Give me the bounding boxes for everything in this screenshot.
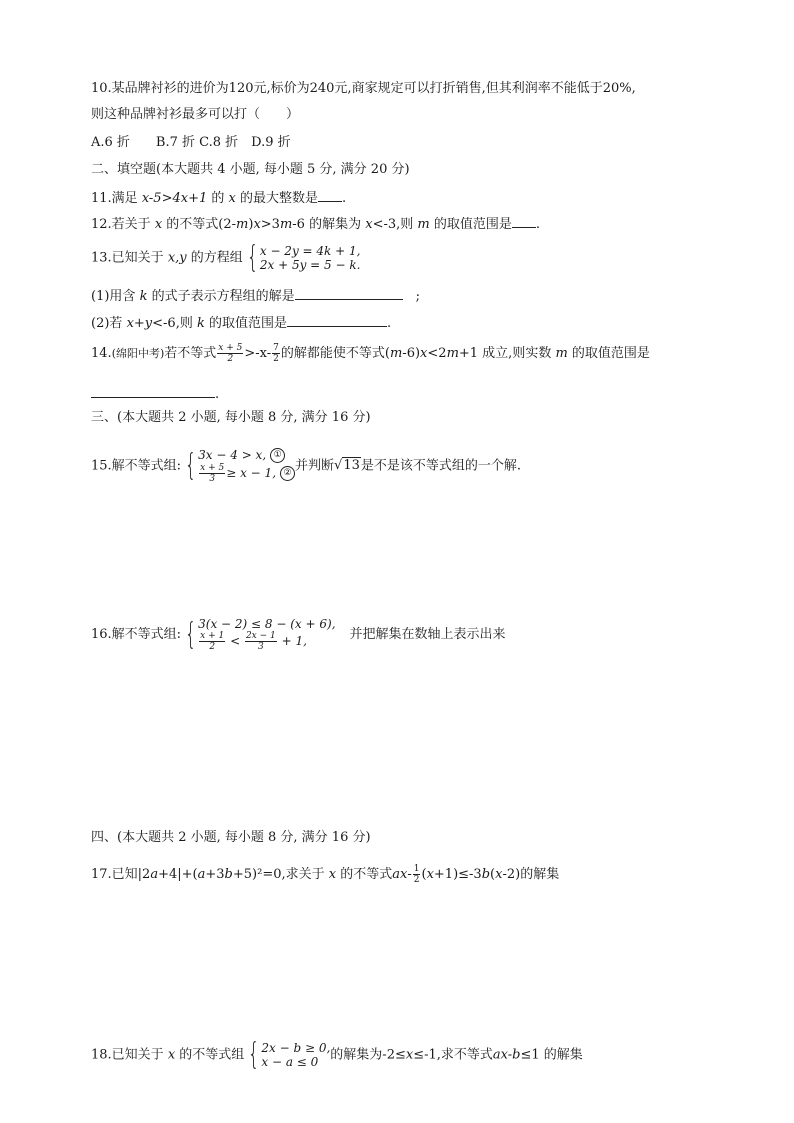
section-2-title: 二、填空题(本大题共 4 小题, 每小题 5 分, 满分 20 分) — [91, 162, 410, 177]
question-14: 14.(绵阳中考)若不等式 $\frac{x + 5}{2}$ >-x- $\frac{7}{2}$ 的解都能使不等式(m-6)x<2m+1 成立,则实数 m 的取值范围是 — [91, 343, 650, 364]
question-15: 15.解不等式组: { 3x − 4 > x, ① $\frac{x + 5}{3}$ ≥ x − 1, ② 并判断√13是不是该不等式组的一个解. — [91, 448, 522, 484]
square-root: √13 — [334, 458, 360, 473]
question-14-blank: . — [91, 384, 219, 404]
fraction: $\frac{1}{2}$ — [413, 864, 420, 885]
answer-blank — [512, 214, 536, 228]
question-12: 12.若关于 x 的不等式(2-m)x>3m-6 的解集为 x<-3,则 m 的取值范围是 . — [91, 214, 540, 234]
question-17: 17.已知|2a+4|+(a+3b+5)²=0,求关于 x 的不等式ax- $\frac{1}{2}$ (x+1)≤-3b(x-2)的解集 — [91, 864, 560, 885]
fraction: $\frac{7}{2}$ — [273, 343, 279, 364]
question-13: 13.已知关于 x,y 的方程组 { x − 2y = 4k + 1, 2x + 5y = 5 − k. — [91, 240, 361, 275]
answer-blank — [295, 286, 403, 300]
fraction: $\frac{x + 5}{2}$ — [218, 343, 243, 364]
question-16: 16.解不等式组: { 3(x − 2) ≤ 8 − (x + 6), $\frac{x + 1}{2}$ < $\frac{2x - 1}{3}$ + 1, 并把解集在数轴上表示出来 — [91, 616, 506, 652]
section-3-title: 三、(本大题共 2 小题, 每小题 8 分, 满分 16 分) — [91, 410, 371, 425]
question-18: 18.已知关于 x 的不等式组 { 2x − b ≥ 0, x − a ≤ 0 的解集为-2≤x≤-1,求不等式ax-b≤1 的解集 — [91, 1037, 583, 1072]
section-4-title: 四、(本大题共 2 小题, 每小题 8 分, 满分 16 分) — [91, 830, 371, 845]
equation-system: { x − 2y = 4k + 1, 2x + 5y = 5 − k. — [246, 240, 361, 275]
inequality-system: { 3x − 4 > x, ① $\frac{x + 5}{3}$ ≥ x − 1, ② — [181, 448, 295, 484]
fraction: $\frac{2x - 1}{3}$ — [245, 631, 276, 652]
question-10-line2: 则这种品牌衬衫最多可以打（ ） — [91, 107, 300, 122]
answer-blank — [287, 313, 387, 327]
question-13-part2: (2)若 x+y<-6,则 k 的取值范围是 . — [91, 313, 391, 333]
inequality-system: { 2x − b ≥ 0, x − a ≤ 0 — [248, 1037, 331, 1072]
question-13-part1: (1)用含 k 的式子表示方程组的解是 ; — [91, 286, 420, 306]
answer-blank — [318, 188, 342, 202]
question-10-options: A.6 折 B.7 折 C.8 折 D.9 折 — [91, 135, 291, 150]
question-11: 11.满足 x-5>4x+1 的 x 的最大整数是 . — [91, 188, 346, 208]
inequality-system: { 3(x − 2) ≤ 8 − (x + 6), $\frac{x + 1}{2}$ < $\frac{2x - 1}{3}$ + 1, — [184, 616, 336, 652]
answer-blank — [91, 384, 215, 398]
fraction: $\frac{x + 1}{2}$ — [200, 631, 225, 652]
question-10-line1: 10.某品牌衬衫的进价为120元,标价为240元,商家规定可以打折销售,但其利润率不能低于20%, — [91, 81, 636, 96]
fraction: $\frac{x + 5}{3}$ — [200, 463, 225, 484]
